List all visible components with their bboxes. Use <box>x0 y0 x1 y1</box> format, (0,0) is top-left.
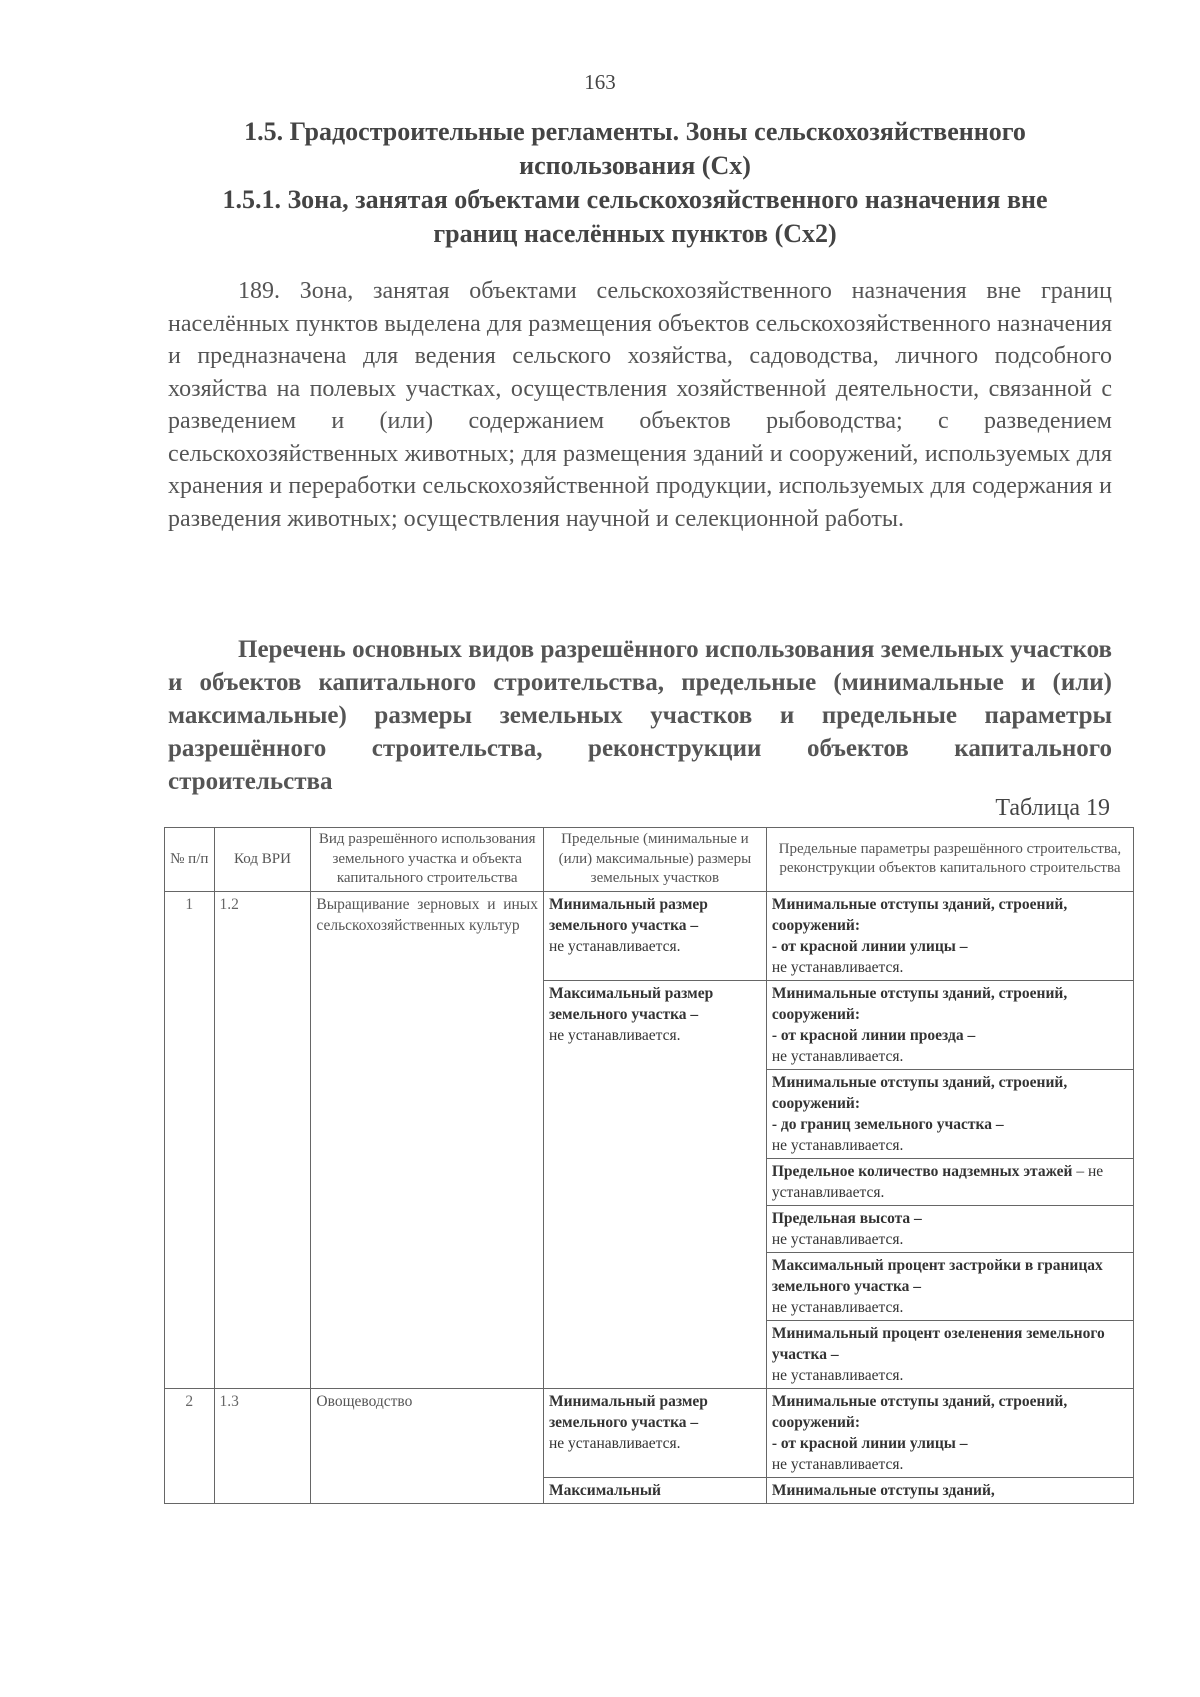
param-cell <box>766 1320 1133 1388</box>
param-label: Предельное количество надземных этажей <box>771 1162 1073 1180</box>
param-cell <box>766 1477 1133 1503</box>
param-value: не устанавливается. <box>771 1366 904 1384</box>
plot-size-max-label: Максимальный размер земельного участка – <box>548 984 714 1023</box>
table-header-row <box>165 828 1134 892</box>
param-value: не устанавливается. <box>771 1047 904 1065</box>
row-use-type <box>311 891 544 1388</box>
row-use-type: Овощеводство <box>311 1388 544 1503</box>
plot-size-min <box>543 1388 766 1477</box>
section-heading-line-1: 1.5. Градостроительные регламенты. Зоны сельскохозяйственного <box>244 117 1026 146</box>
param-value: не устанавливается. <box>771 1455 904 1473</box>
table-row <box>165 891 1134 980</box>
header-plot-size: Предельные (минимальные и (или) максимальные) размеры земельных участков <box>543 828 766 892</box>
plot-size-min <box>543 891 766 980</box>
row-code: 1.3 <box>214 1388 311 1503</box>
section-heading <box>170 115 1100 183</box>
param-cell <box>766 1069 1133 1158</box>
zone-description-paragraph <box>168 275 1112 535</box>
table-caption: Таблица 19 <box>995 795 1110 821</box>
param-cell <box>766 1388 1133 1477</box>
param-value: не устанавливается. <box>771 1136 904 1154</box>
header-code: Код ВРИ <box>214 828 311 892</box>
list-title <box>168 633 1112 798</box>
plot-size-min-value: не устанавливается. <box>548 1434 681 1452</box>
param-label: Минимальный процент озеленения земельного участка – <box>771 1324 1105 1363</box>
plot-size-min-label: Минимальный размер земельного участка – <box>548 1392 708 1431</box>
list-title-text: Перечень основных видов разрешённого использования земельных участков и объектов капитального строительства, предельные (минимальные и (или) максимальные) размеры земельных участков и предельные параметры разрешённого строительства, реконструкции объектов капитального строительства <box>168 636 1112 795</box>
subsection-heading-line-1: 1.5.1. Зона, занятая объектами сельскохозяйственного назначения вне <box>222 185 1048 214</box>
param-value: – не устанавливается. <box>771 1162 1104 1201</box>
page-number: 163 <box>584 70 616 94</box>
param-value: не устанавливается. <box>771 1230 904 1248</box>
param-label: Минимальные отступы зданий, строений, сооружений: <box>771 1392 1068 1431</box>
param-label: Максимальный процент застройки в границах земельного участка – <box>771 1256 1103 1295</box>
use-type-text: Выращивание зерновых и иных сельскохозяйственных культур <box>316 895 538 934</box>
plot-size-max <box>543 980 766 1388</box>
param-label: Минимальные отступы зданий, строений, сооружений: <box>771 984 1068 1023</box>
param-sub: - от красной линии улицы – <box>771 937 968 955</box>
param-value: не устанавливается. <box>771 958 904 976</box>
row-number: 1 <box>165 891 215 1388</box>
subsection-heading-line-2: границ населённых пунктов (Сх2) <box>433 219 837 248</box>
param-cell <box>766 980 1133 1069</box>
regulations-table <box>164 827 1134 1504</box>
param-cell <box>766 1158 1133 1205</box>
section-heading-line-2: использования (Сх) <box>519 151 751 180</box>
row-code: 1.2 <box>214 891 311 1388</box>
plot-size-max <box>543 1477 766 1503</box>
row-number: 2 <box>165 1388 215 1503</box>
param-sub: - от красной линии улицы – <box>771 1434 968 1452</box>
zone-description-text: 189. Зона, занятая объектами сельскохозяйственного назначения вне границ населённых пунктов выделена для размещения объектов сельскохозяйственного назначения и предназначена для ведения сельского хозяйства, садоводства, личного подсобного хозяйства на полевых участках, осуществления хозяйственной деятельности, связанной с разведением и (или) содержанием объектов рыбоводства; с разведением сельскохозяйственных животных; для размещения зданий и сооружений, используемых для хранения и переработки сельскохозяйственной продукции, используемых для содержания и разведения животных; осуществления научной и селекционной работы. <box>168 278 1112 532</box>
param-label: Минимальные отступы зданий, строений, сооружений: <box>771 895 1068 934</box>
plot-size-min-label: Минимальный размер земельного участка – <box>548 895 708 934</box>
param-cell <box>766 1205 1133 1252</box>
subsection-heading <box>170 183 1100 251</box>
param-cell <box>766 1252 1133 1320</box>
param-sub: - до границ земельного участка – <box>771 1115 1004 1133</box>
table-row <box>165 1388 1134 1477</box>
header-number: № п/п <box>165 828 215 892</box>
header-building-params: Предельные параметры разрешённого строительства, реконструкции объектов капитального строительства <box>766 828 1133 892</box>
param-sub: - от красной линии проезда – <box>771 1026 976 1044</box>
param-cell <box>766 891 1133 980</box>
param-label: Предельная высота – <box>771 1209 922 1227</box>
plot-size-max-value: не устанавливается. <box>548 1026 681 1044</box>
param-label: Минимальные отступы зданий, строений, сооружений: <box>771 1073 1068 1112</box>
param-label: Минимальные отступы зданий, <box>771 1481 995 1499</box>
plot-size-min-value: не устанавливается. <box>548 937 681 955</box>
header-use-type: Вид разрешённого использования земельного участка и объекта капитального строительства <box>311 828 544 892</box>
param-value: не устанавливается. <box>771 1298 904 1316</box>
plot-size-max-label: Максимальный <box>548 1481 661 1499</box>
